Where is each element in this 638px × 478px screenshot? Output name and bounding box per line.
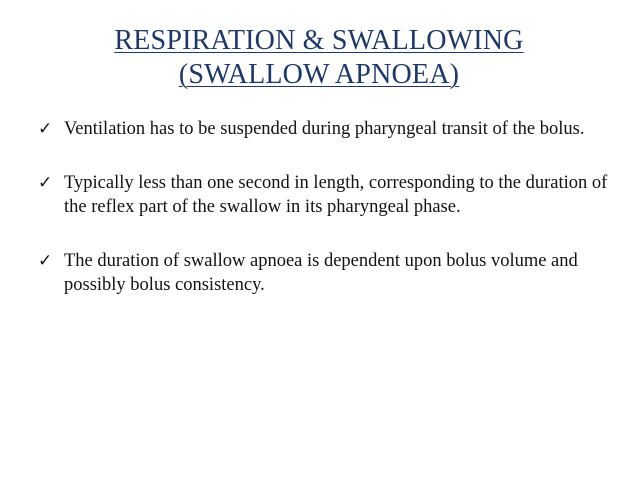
bullet-item [38,249,608,297]
bullet-text: The duration of swallow apnoea is dependent upon bolus volume and possibly bolus consistency. [64,251,578,295]
checkmark-icon: ✓ [38,119,53,139]
checkmark-icon: ✓ [38,173,53,193]
checkmark-icon: ✓ [38,251,53,271]
slide-title [0,24,638,92]
bullet-item [38,117,608,141]
bullet-text: Typically less than one second in length, corresponding to the duration of the reflex part of the swallow in its pharyngeal phase. [64,173,608,217]
slide-title-line-1: RESPIRATION & SWALLOWING [114,25,524,56]
bullet-text: Ventilation has to be suspended during pharyngeal transit of the bolus. [64,119,585,139]
bullet-list [38,117,608,297]
slide-title-line-2: (SWALLOW APNOEA) [178,59,460,90]
bullet-item [38,171,608,219]
